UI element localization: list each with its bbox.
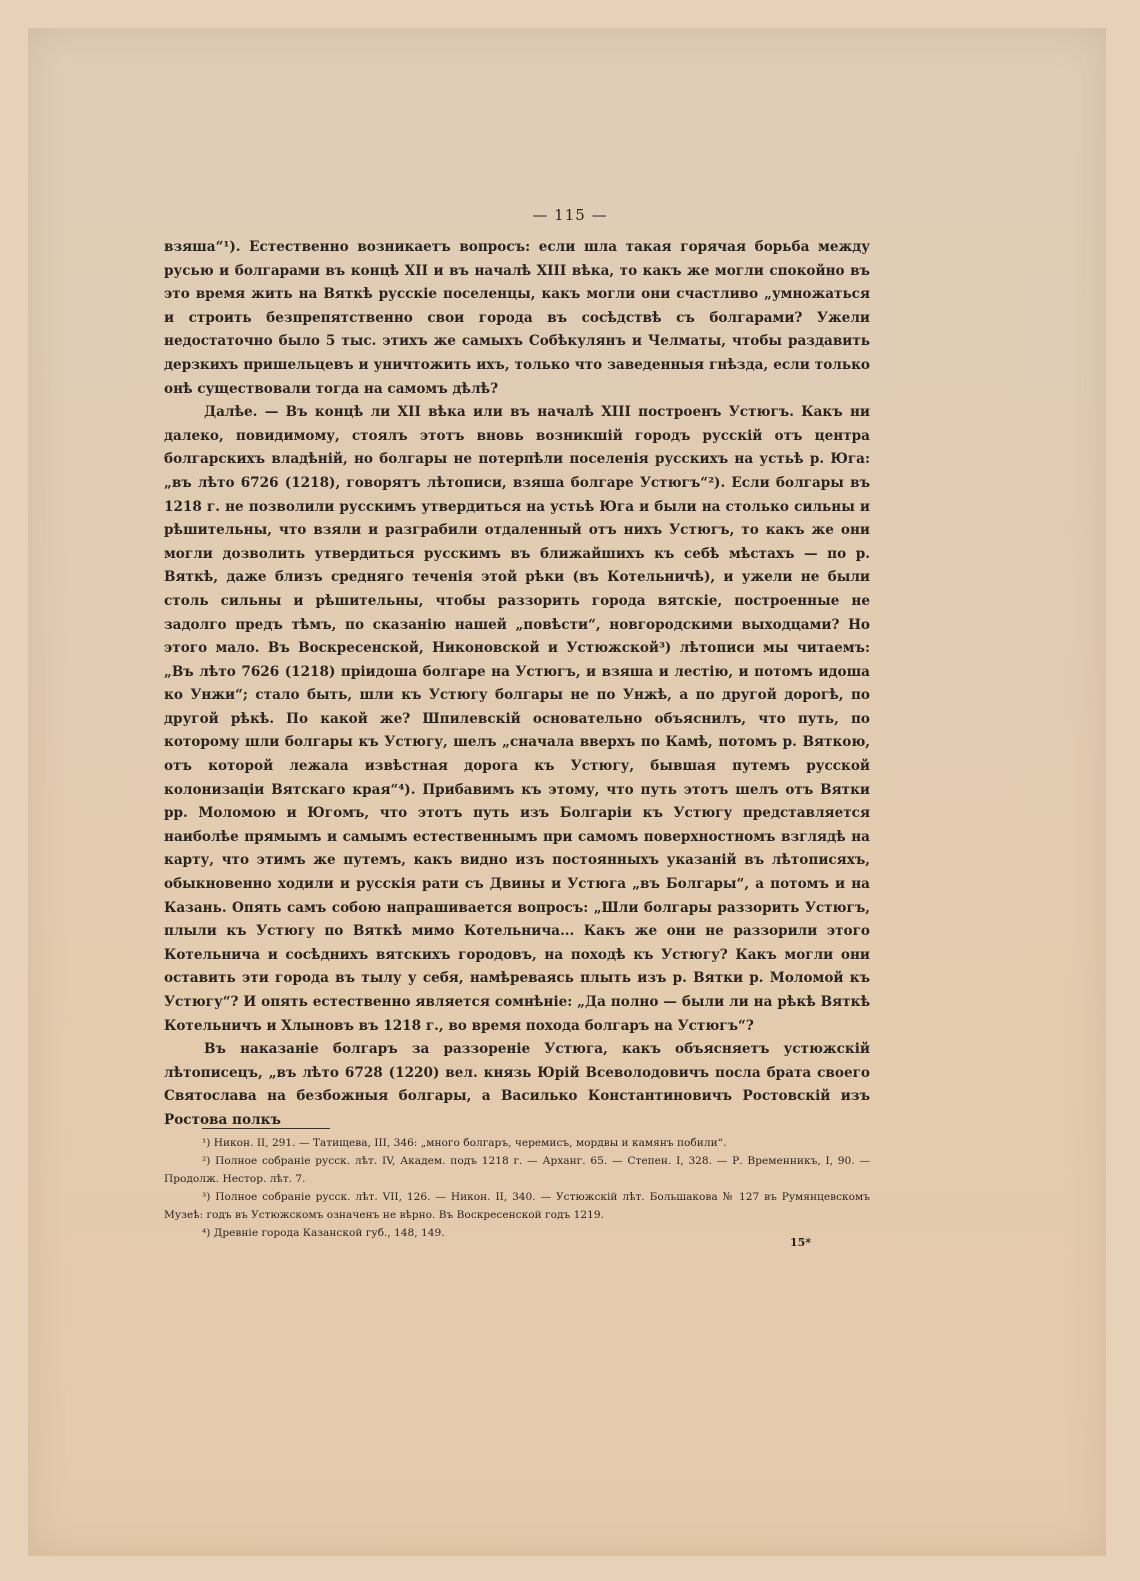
paragraph: Далѣе. — Въ концѣ ли XII вѣка или въ началѣ XIII построенъ Устюгъ. Какъ ни далеко, повидимому, стоялъ этотъ вновь возникшій городъ русскій отъ центра болгарскихъ владѣній, но болгары не потерпѣли поселенія русскихъ на устьѣ р. Юга: „въ лѣто 6726 (1218), говорятъ лѣтописи, взяша болгаре Устюгъ“²). Если болгары въ 1218 г. не позволили русскимъ утвердиться на устьѣ Юга и были на столько сильны и рѣшительны, что взяли и разграбили отдаленный отъ нихъ Устюгъ, то какъ же они могли дозволить утвердиться русскимъ въ ближайшихъ къ себѣ мѣстахъ — по р. Вяткѣ, даже близъ средняго теченія этой рѣки (въ Котельничѣ), и ужели не были столь сильны и рѣшительны, чтобы раззорить города вятскіе, построенные не задолго предъ тѣмъ, по сказанію нашей „повѣсти“, новгородскими выходцами? Но этого мало. Въ Воскресенской, Никоновской и Устюжской³) лѣтописи мы читаемъ: „Въ лѣто 7626 (1218) пріидоша болгаре на Устюгъ, и взяша и лестію, и потомъ идоша ко Унжи“; стало быть, шли къ Устюгу болгары не по Унжѣ, а по другой дорогѣ, по другой рѣкѣ. По какой же? Шпилевскій основательно объяснилъ, что путь, по которому шли болгары къ Устюгу, шелъ „сначала вверхъ по Камѣ, потомъ р. Вяткою, отъ которой лежала извѣстная дорога къ Устюгу, бывшая путемъ русской колонизаціи Вятскаго края“⁴). Прибавимъ къ этому, что путь этотъ шелъ отъ Вятки рр. Моломою и Югомъ, что этотъ путь изъ Болгаріи къ Устюгу представляется наиболѣе прямымъ и самымъ естественнымъ при самомъ поверхностномъ взглядѣ на карту, что этимъ же путемъ, какъ видно изъ постоянныхъ указаній въ лѣтописяхъ, обыкновенно ходили и русскія рати съ Двины и Устюга „въ Болгары“, а потомъ и на Казань. Опять самъ собою напрашивается вопросъ: „Шли болгары раззорить Устюгъ, плыли къ Устюгу по Вяткѣ мимо Котельнича... Какъ же они не раззорили этого Котельнича и сосѣднихъ вятскихъ городовъ, на походѣ къ Устюгу? Какъ могли они оставить эти города въ тылу у себя, намѣреваясь плыть изъ р. Вятки р. Моломой къ Устюгу“? И опять естественно является сомнѣніе: „Да полно — были ли на рѣкѣ Вяткѣ Котельничъ и Хлыновъ въ 1218 г., во время похода болгаръ на Устюгъ“? [164, 404, 870, 1034]
signature-mark: 15* [790, 1236, 812, 1249]
footnote-divider [202, 1128, 330, 1129]
footnote: ¹) Никон. II, 291. — Татищева, III, 346: „много болгаръ, черемисъ, мордвы и камянъ побили“. [202, 1137, 727, 1149]
main-text [164, 236, 870, 1133]
footnote: ⁴) Древніе города Казанской губ., 148, 149. [202, 1227, 445, 1239]
footnotes [164, 1134, 870, 1242]
footnote: ²) Полное собраніе русск. лѣт. IV, Академ. подъ 1218 г. — Арханг. 65. — Степен. I, 328. — Р. Временникъ, I, 90. — Продолж. Нестор. лѣт. 7. [164, 1155, 870, 1185]
footnote: ³) Полное собраніе русск. лѣт. VII, 126. — Никон. II, 340. — Устюжскій лѣт. Большакова № 127 въ Румянцевскомъ Музеѣ: годъ въ Устюжскомъ означенъ не вѣрно. Въ Воскресенской годъ 1219. [164, 1191, 870, 1221]
paragraph: Въ наказаніе болгаръ за раззореніе Устюга, какъ объясняетъ устюжскій лѣтописецъ, „въ лѣто 6728 (1220) вел. князь Юрій Всеволодовичъ посла брата своего Святослава на безбожныя болгары, а Василько Константиновичъ Ростовскій изъ Ростова полкъ [164, 1041, 870, 1128]
paragraph: взяша“¹). Естественно возникаетъ вопросъ: если шла такая горячая борьба между русью и болгарами въ концѣ XII и въ началѣ XIII вѣка, то какъ же могли спокойно въ это время жить на Вяткѣ русскіе поселенцы, какъ могли они счастливо „умножаться и строить безпрепятственно свои города въ сосѣдствѣ съ болгарами? Ужели недостаточно было 5 тыс. этихъ же самыхъ Собѣкулянъ и Челматы, чтобы раздавить дерзкихъ пришельцевъ и уничтожить ихъ, только что заведенныя гнѣзда, если только онѣ существовали тогда на самомъ дѣлѣ? [164, 239, 870, 397]
page-number: — 115 — [532, 206, 608, 224]
